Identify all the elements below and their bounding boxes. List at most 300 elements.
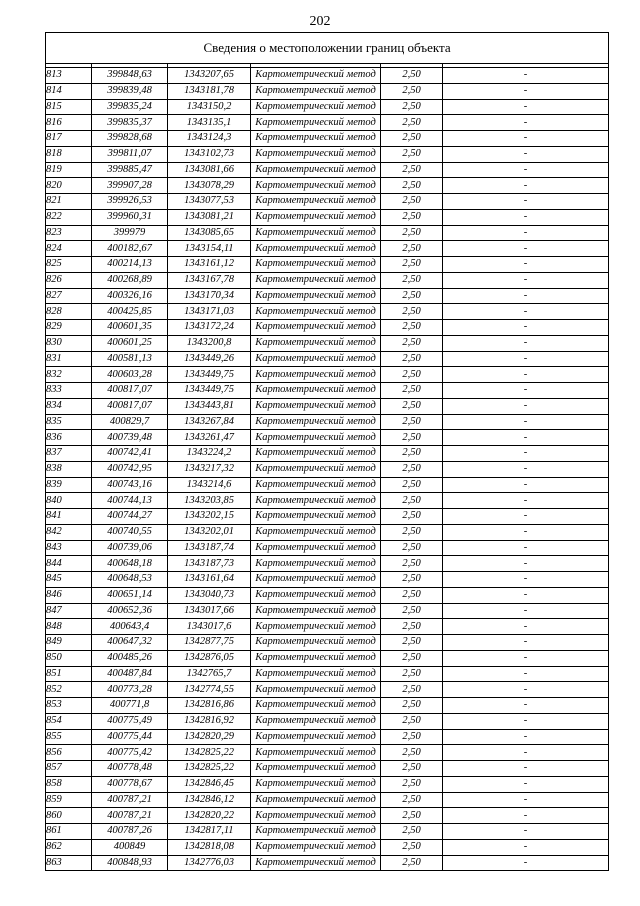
point-number-cell: 827 <box>46 288 92 304</box>
description-cell: - <box>443 824 609 840</box>
method-cell: Картометрический метод <box>251 351 381 367</box>
point-number-cell: 829 <box>46 320 92 336</box>
table-row <box>46 68 609 84</box>
table-row <box>46 493 609 509</box>
accuracy-cell: 2,50 <box>381 603 443 619</box>
x-coordinate-cell: 399835,24 <box>92 99 168 115</box>
boundary-table <box>45 32 609 871</box>
description-cell: - <box>443 761 609 777</box>
description-cell: - <box>443 351 609 367</box>
x-coordinate-cell: 400326,16 <box>92 288 168 304</box>
y-coordinate-cell: 1343202,15 <box>168 509 251 525</box>
method-cell: Картометрический метод <box>251 398 381 414</box>
x-coordinate-cell: 400739,48 <box>92 430 168 446</box>
description-cell: - <box>443 162 609 178</box>
method-cell: Картометрический метод <box>251 713 381 729</box>
method-cell: Картометрический метод <box>251 808 381 824</box>
x-coordinate-cell: 400603,28 <box>92 367 168 383</box>
point-number-cell: 834 <box>46 398 92 414</box>
x-coordinate-cell: 400743,16 <box>92 477 168 493</box>
point-number-cell: 843 <box>46 540 92 556</box>
y-coordinate-cell: 1342774,55 <box>168 682 251 698</box>
y-coordinate-cell: 1343161,64 <box>168 572 251 588</box>
point-number-cell: 832 <box>46 367 92 383</box>
x-coordinate-cell: 400775,42 <box>92 745 168 761</box>
description-cell: - <box>443 241 609 257</box>
point-number-cell: 846 <box>46 587 92 603</box>
description-cell: - <box>443 194 609 210</box>
x-coordinate-cell: 399960,31 <box>92 209 168 225</box>
method-cell: Картометрический метод <box>251 745 381 761</box>
x-coordinate-cell: 400739,06 <box>92 540 168 556</box>
method-cell: Картометрический метод <box>251 619 381 635</box>
table-row <box>46 855 609 871</box>
accuracy-cell: 2,50 <box>381 493 443 509</box>
x-coordinate-cell: 400652,36 <box>92 603 168 619</box>
y-coordinate-cell: 1342816,92 <box>168 713 251 729</box>
table-row <box>46 398 609 414</box>
y-coordinate-cell: 1343077,53 <box>168 194 251 210</box>
accuracy-cell: 2,50 <box>381 446 443 462</box>
x-coordinate-cell: 400601,25 <box>92 335 168 351</box>
table-row <box>46 131 609 147</box>
point-number-cell: 824 <box>46 241 92 257</box>
method-cell: Картометрический метод <box>251 461 381 477</box>
method-cell: Картометрический метод <box>251 824 381 840</box>
accuracy-cell: 2,50 <box>381 178 443 194</box>
y-coordinate-cell: 1342846,12 <box>168 792 251 808</box>
point-number-cell: 837 <box>46 446 92 462</box>
accuracy-cell: 2,50 <box>381 304 443 320</box>
table-row <box>46 509 609 525</box>
x-coordinate-cell: 400787,21 <box>92 792 168 808</box>
method-cell: Картометрический метод <box>251 556 381 572</box>
method-cell: Картометрический метод <box>251 430 381 446</box>
y-coordinate-cell: 1343449,75 <box>168 383 251 399</box>
point-number-cell: 820 <box>46 178 92 194</box>
y-coordinate-cell: 1343443,81 <box>168 398 251 414</box>
table-row <box>46 729 609 745</box>
table-row <box>46 446 609 462</box>
accuracy-cell: 2,50 <box>381 698 443 714</box>
y-coordinate-cell: 1342776,03 <box>168 855 251 871</box>
table-title: Сведения о местоположении границ объекта <box>46 33 609 64</box>
x-coordinate-cell: 400648,18 <box>92 556 168 572</box>
table-row <box>46 162 609 178</box>
accuracy-cell: 2,50 <box>381 225 443 241</box>
y-coordinate-cell: 1342825,22 <box>168 761 251 777</box>
description-cell: - <box>443 477 609 493</box>
y-coordinate-cell: 1343135,1 <box>168 115 251 131</box>
y-coordinate-cell: 1343017,6 <box>168 619 251 635</box>
accuracy-cell: 2,50 <box>381 824 443 840</box>
y-coordinate-cell: 1343187,73 <box>168 556 251 572</box>
table-row <box>46 698 609 714</box>
accuracy-cell: 2,50 <box>381 461 443 477</box>
table-row <box>46 257 609 273</box>
accuracy-cell: 2,50 <box>381 367 443 383</box>
accuracy-cell: 2,50 <box>381 430 443 446</box>
point-number-cell: 835 <box>46 414 92 430</box>
table-row <box>46 209 609 225</box>
method-cell: Картометрический метод <box>251 572 381 588</box>
description-cell: - <box>443 272 609 288</box>
point-number-cell: 828 <box>46 304 92 320</box>
description-cell: - <box>443 83 609 99</box>
x-coordinate-cell: 400581,13 <box>92 351 168 367</box>
table-row <box>46 824 609 840</box>
point-number-cell: 826 <box>46 272 92 288</box>
method-cell: Картометрический метод <box>251 83 381 99</box>
point-number-cell: 825 <box>46 257 92 273</box>
description-cell: - <box>443 99 609 115</box>
point-number-cell: 844 <box>46 556 92 572</box>
method-cell: Картометрический метод <box>251 146 381 162</box>
x-coordinate-cell: 400487,84 <box>92 666 168 682</box>
accuracy-cell: 2,50 <box>381 288 443 304</box>
description-cell: - <box>443 430 609 446</box>
method-cell: Картометрический метод <box>251 115 381 131</box>
accuracy-cell: 2,50 <box>381 383 443 399</box>
table-row <box>46 304 609 320</box>
table-row <box>46 635 609 651</box>
x-coordinate-cell: 399885,47 <box>92 162 168 178</box>
method-cell: Картометрический метод <box>251 855 381 871</box>
method-cell: Картометрический метод <box>251 603 381 619</box>
accuracy-cell: 2,50 <box>381 666 443 682</box>
description-cell: - <box>443 572 609 588</box>
accuracy-cell: 2,50 <box>381 209 443 225</box>
x-coordinate-cell: 399839,48 <box>92 83 168 99</box>
y-coordinate-cell: 1343224,2 <box>168 446 251 462</box>
description-cell: - <box>443 698 609 714</box>
point-number-cell: 839 <box>46 477 92 493</box>
point-number-cell: 857 <box>46 761 92 777</box>
description-cell: - <box>443 540 609 556</box>
x-coordinate-cell: 400787,26 <box>92 824 168 840</box>
x-coordinate-cell: 400647,32 <box>92 635 168 651</box>
table-row <box>46 792 609 808</box>
description-cell: - <box>443 556 609 572</box>
x-coordinate-cell: 400775,49 <box>92 713 168 729</box>
x-coordinate-cell: 400268,89 <box>92 272 168 288</box>
accuracy-cell: 2,50 <box>381 162 443 178</box>
method-cell: Картометрический метод <box>251 288 381 304</box>
y-coordinate-cell: 1343200,8 <box>168 335 251 351</box>
x-coordinate-cell: 400778,67 <box>92 776 168 792</box>
method-cell: Картометрический метод <box>251 131 381 147</box>
point-number-cell: 845 <box>46 572 92 588</box>
accuracy-cell: 2,50 <box>381 146 443 162</box>
y-coordinate-cell: 1342877,75 <box>168 635 251 651</box>
y-coordinate-cell: 1343172,24 <box>168 320 251 336</box>
y-coordinate-cell: 1343017,66 <box>168 603 251 619</box>
y-coordinate-cell: 1343202,01 <box>168 524 251 540</box>
table-row <box>46 115 609 131</box>
table-row <box>46 430 609 446</box>
y-coordinate-cell: 1342817,11 <box>168 824 251 840</box>
description-cell: - <box>443 808 609 824</box>
accuracy-cell: 2,50 <box>381 682 443 698</box>
description-cell: - <box>443 729 609 745</box>
x-coordinate-cell: 400601,35 <box>92 320 168 336</box>
table-row <box>46 682 609 698</box>
method-cell: Картометрический метод <box>251 650 381 666</box>
point-number-cell: 856 <box>46 745 92 761</box>
point-number-cell: 821 <box>46 194 92 210</box>
x-coordinate-cell: 400214,13 <box>92 257 168 273</box>
point-number-cell: 831 <box>46 351 92 367</box>
accuracy-cell: 2,50 <box>381 131 443 147</box>
x-coordinate-cell: 400829,7 <box>92 414 168 430</box>
table-row <box>46 99 609 115</box>
table-row <box>46 241 609 257</box>
table-row <box>46 146 609 162</box>
table-row <box>46 320 609 336</box>
table-row <box>46 839 609 855</box>
x-coordinate-cell: 399907,28 <box>92 178 168 194</box>
x-coordinate-cell: 399828,68 <box>92 131 168 147</box>
point-number-cell: 840 <box>46 493 92 509</box>
table-row <box>46 713 609 729</box>
x-coordinate-cell: 399848,63 <box>92 68 168 84</box>
table-row <box>46 178 609 194</box>
point-number-cell: 853 <box>46 698 92 714</box>
point-number-cell: 854 <box>46 713 92 729</box>
accuracy-cell: 2,50 <box>381 745 443 761</box>
y-coordinate-cell: 1343124,3 <box>168 131 251 147</box>
method-cell: Картометрический метод <box>251 272 381 288</box>
accuracy-cell: 2,50 <box>381 194 443 210</box>
table-row <box>46 351 609 367</box>
accuracy-cell: 2,50 <box>381 713 443 729</box>
description-cell: - <box>443 225 609 241</box>
x-coordinate-cell: 400771,8 <box>92 698 168 714</box>
method-cell: Картометрический метод <box>251 698 381 714</box>
accuracy-cell: 2,50 <box>381 855 443 871</box>
y-coordinate-cell: 1343449,75 <box>168 367 251 383</box>
table-row <box>46 414 609 430</box>
x-coordinate-cell: 400643,4 <box>92 619 168 635</box>
y-coordinate-cell: 1342816,86 <box>168 698 251 714</box>
accuracy-cell: 2,50 <box>381 650 443 666</box>
x-coordinate-cell: 400849 <box>92 839 168 855</box>
y-coordinate-cell: 1343085,65 <box>168 225 251 241</box>
accuracy-cell: 2,50 <box>381 68 443 84</box>
accuracy-cell: 2,50 <box>381 241 443 257</box>
point-number-cell: 861 <box>46 824 92 840</box>
description-cell: - <box>443 178 609 194</box>
y-coordinate-cell: 1343078,29 <box>168 178 251 194</box>
description-cell: - <box>443 335 609 351</box>
y-coordinate-cell: 1343214,6 <box>168 477 251 493</box>
x-coordinate-cell: 400744,13 <box>92 493 168 509</box>
table-body <box>46 68 609 871</box>
method-cell: Картометрический метод <box>251 162 381 178</box>
method-cell: Картометрический метод <box>251 776 381 792</box>
description-cell: - <box>443 666 609 682</box>
description-cell: - <box>443 713 609 729</box>
method-cell: Картометрический метод <box>251 635 381 651</box>
description-cell: - <box>443 603 609 619</box>
method-cell: Картометрический метод <box>251 178 381 194</box>
description-cell: - <box>443 776 609 792</box>
x-coordinate-cell: 400485,26 <box>92 650 168 666</box>
y-coordinate-cell: 1342820,29 <box>168 729 251 745</box>
method-cell: Картометрический метод <box>251 367 381 383</box>
accuracy-cell: 2,50 <box>381 556 443 572</box>
y-coordinate-cell: 1342818,08 <box>168 839 251 855</box>
x-coordinate-cell: 400182,67 <box>92 241 168 257</box>
accuracy-cell: 2,50 <box>381 839 443 855</box>
x-coordinate-cell: 400817,07 <box>92 383 168 399</box>
table-row <box>46 477 609 493</box>
x-coordinate-cell: 400742,95 <box>92 461 168 477</box>
y-coordinate-cell: 1343203,85 <box>168 493 251 509</box>
description-cell: - <box>443 855 609 871</box>
accuracy-cell: 2,50 <box>381 272 443 288</box>
point-number-cell: 863 <box>46 855 92 871</box>
point-number-cell: 830 <box>46 335 92 351</box>
description-cell: - <box>443 414 609 430</box>
table-row <box>46 225 609 241</box>
accuracy-cell: 2,50 <box>381 619 443 635</box>
description-cell: - <box>443 367 609 383</box>
x-coordinate-cell: 399835,37 <box>92 115 168 131</box>
point-number-cell: 833 <box>46 383 92 399</box>
y-coordinate-cell: 1343170,34 <box>168 288 251 304</box>
accuracy-cell: 2,50 <box>381 524 443 540</box>
table-row <box>46 587 609 603</box>
accuracy-cell: 2,50 <box>381 729 443 745</box>
method-cell: Картометрический метод <box>251 446 381 462</box>
method-cell: Картометрический метод <box>251 68 381 84</box>
y-coordinate-cell: 1343207,65 <box>168 68 251 84</box>
y-coordinate-cell: 1343187,74 <box>168 540 251 556</box>
description-cell: - <box>443 839 609 855</box>
accuracy-cell: 2,50 <box>381 776 443 792</box>
table-row <box>46 524 609 540</box>
y-coordinate-cell: 1342846,45 <box>168 776 251 792</box>
description-cell: - <box>443 257 609 273</box>
description-cell: - <box>443 320 609 336</box>
table-row <box>46 83 609 99</box>
y-coordinate-cell: 1342820,22 <box>168 808 251 824</box>
description-cell: - <box>443 461 609 477</box>
method-cell: Картометрический метод <box>251 99 381 115</box>
description-cell: - <box>443 398 609 414</box>
method-cell: Картометрический метод <box>251 241 381 257</box>
description-cell: - <box>443 146 609 162</box>
point-number-cell: 860 <box>46 808 92 824</box>
point-number-cell: 851 <box>46 666 92 682</box>
y-coordinate-cell: 1343161,12 <box>168 257 251 273</box>
description-cell: - <box>443 288 609 304</box>
description-cell: - <box>443 493 609 509</box>
description-cell: - <box>443 682 609 698</box>
x-coordinate-cell: 400787,21 <box>92 808 168 824</box>
method-cell: Картометрический метод <box>251 666 381 682</box>
description-cell: - <box>443 745 609 761</box>
point-number-cell: 823 <box>46 225 92 241</box>
accuracy-cell: 2,50 <box>381 587 443 603</box>
point-number-cell: 849 <box>46 635 92 651</box>
x-coordinate-cell: 400744,27 <box>92 509 168 525</box>
point-number-cell: 855 <box>46 729 92 745</box>
page-number: 202 <box>309 14 331 29</box>
point-number-cell: 822 <box>46 209 92 225</box>
method-cell: Картометрический метод <box>251 257 381 273</box>
method-cell: Картометрический метод <box>251 320 381 336</box>
table-row <box>46 335 609 351</box>
accuracy-cell: 2,50 <box>381 398 443 414</box>
table-row <box>46 272 609 288</box>
accuracy-cell: 2,50 <box>381 414 443 430</box>
accuracy-cell: 2,50 <box>381 351 443 367</box>
y-coordinate-cell: 1343261,47 <box>168 430 251 446</box>
description-cell: - <box>443 304 609 320</box>
point-number-cell: 858 <box>46 776 92 792</box>
method-cell: Картометрический метод <box>251 477 381 493</box>
description-cell: - <box>443 524 609 540</box>
x-coordinate-cell: 400775,44 <box>92 729 168 745</box>
x-coordinate-cell: 399979 <box>92 225 168 241</box>
x-coordinate-cell: 400651,14 <box>92 587 168 603</box>
x-coordinate-cell: 400773,28 <box>92 682 168 698</box>
table-row <box>46 383 609 399</box>
description-cell: - <box>443 635 609 651</box>
y-coordinate-cell: 1343217,32 <box>168 461 251 477</box>
method-cell: Картометрический метод <box>251 225 381 241</box>
point-number-cell: 818 <box>46 146 92 162</box>
point-number-cell: 841 <box>46 509 92 525</box>
method-cell: Картометрический метод <box>251 540 381 556</box>
accuracy-cell: 2,50 <box>381 257 443 273</box>
method-cell: Картометрический метод <box>251 209 381 225</box>
accuracy-cell: 2,50 <box>381 572 443 588</box>
point-number-cell: 817 <box>46 131 92 147</box>
method-cell: Картометрический метод <box>251 194 381 210</box>
point-number-cell: 838 <box>46 461 92 477</box>
method-cell: Картометрический метод <box>251 493 381 509</box>
x-coordinate-cell: 400425,85 <box>92 304 168 320</box>
accuracy-cell: 2,50 <box>381 635 443 651</box>
accuracy-cell: 2,50 <box>381 99 443 115</box>
accuracy-cell: 2,50 <box>381 792 443 808</box>
method-cell: Картометрический метод <box>251 587 381 603</box>
table-row <box>46 761 609 777</box>
method-cell: Картометрический метод <box>251 761 381 777</box>
x-coordinate-cell: 400742,41 <box>92 446 168 462</box>
method-cell: Картометрический метод <box>251 524 381 540</box>
accuracy-cell: 2,50 <box>381 509 443 525</box>
x-coordinate-cell: 400648,53 <box>92 572 168 588</box>
point-number-cell: 816 <box>46 115 92 131</box>
table-row <box>46 367 609 383</box>
table-row <box>46 619 609 635</box>
y-coordinate-cell: 1343102,73 <box>168 146 251 162</box>
table-row <box>46 603 609 619</box>
description-cell: - <box>443 446 609 462</box>
method-cell: Картометрический метод <box>251 839 381 855</box>
x-coordinate-cell: 400848,93 <box>92 855 168 871</box>
method-cell: Картометрический метод <box>251 304 381 320</box>
accuracy-cell: 2,50 <box>381 808 443 824</box>
point-number-cell: 813 <box>46 68 92 84</box>
y-coordinate-cell: 1343081,66 <box>168 162 251 178</box>
y-coordinate-cell: 1342765,7 <box>168 666 251 682</box>
description-cell: - <box>443 115 609 131</box>
